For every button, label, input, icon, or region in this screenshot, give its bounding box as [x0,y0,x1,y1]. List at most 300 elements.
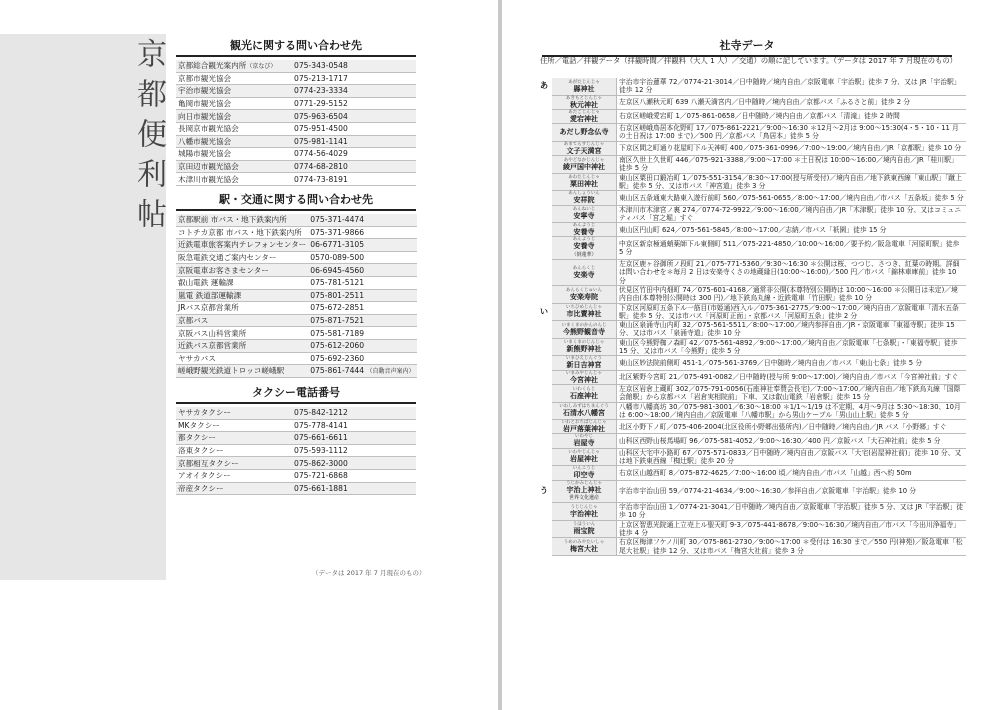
contact-phone-cell [292,469,416,482]
shrine-info: 下京区間之町通り花屋町下ル天神町 400／075-361-0996／7:00～19:00／境内自由／JR「京都駅」徒歩 10 分 [617,141,967,155]
shrine-ruby: あがたじんじゃ [568,79,600,85]
contact-phone: 075-781-5121 [310,278,365,288]
index-letter [536,338,552,356]
shrine-name: 宇治神社 [570,509,598,518]
vertical-title: 京都便利帖 [131,38,166,238]
index-letter [536,205,552,223]
contact-name: 近鉄電車旅客案内テレフォンセンター [178,240,307,250]
contact-phone: 075-871-7521 [310,316,365,326]
shrine-name: 安楽寺 [573,270,595,279]
table-row [176,173,416,186]
contact-phone-cell [292,482,416,495]
contact-phone: 0570-089-500 [310,253,365,263]
contact-name: MKタクシー [178,420,220,430]
shrine-info: 宇治市宇治山田 59／0774-21-4634／9:00～16:30／参拝自由／京阪電車「宇治駅」徒歩 10 分 [617,480,967,503]
shrine-name-cell [552,223,617,237]
contact-phone-cell [308,339,416,352]
table-row [176,214,417,226]
shrine-name: 石座神社 [570,391,598,400]
shrine-info: 宇治市宇治山田 1／0774-21-3041／日中随時／境内自由／京阪電車「宇治駅」徒歩 5 分、又は JR「宇治駅」徒歩 10 分 [617,503,967,521]
shrine-info: 右京区山越西町 8／075-872-4625／7:00～16:00 頃／境内自由／市バス「山越」西へ約 50m [617,466,967,480]
list-item [536,205,966,223]
shrine-name-cell [552,141,617,155]
list-item [536,124,966,142]
shrine-name: 安養寺 [573,228,595,237]
shrine-info: 下京区河原町五条下ル一筋目(市姫通)西入ル／075-361-2775／9:00～17:00／境内自由／京阪電車「清水五条駅」徒歩 5 分、又は市バス「河原町正面」・京都バス「河原町五条」徒歩 2 分 [617,303,967,321]
contact-phone: 075-593-1112 [294,446,348,456]
index-letter [536,434,552,448]
shrine-ruby: いわやじ [575,434,593,440]
index-letter [536,402,552,420]
index-letter [536,237,552,260]
shrine-ruby: あんようじ [572,223,596,229]
contact-name-cell [176,419,292,432]
shrine-ruby: うほういん [572,522,596,528]
contact-phone: 075-951-4500 [294,124,348,134]
contact-phone-cell [292,432,416,445]
list-item [536,520,966,538]
shrine-extra: （倒蓮華） [571,251,597,258]
contact-name: 宇治市観光協会 [178,86,232,96]
contact-name-cell [176,214,308,226]
contact-phone-cell [292,407,416,419]
contact-phone: 075-371-9866 [310,227,365,237]
shrine-name-cell [552,402,617,420]
taxi-section [176,384,416,495]
shrine-name-cell [552,520,617,538]
contact-name: ヤサカバス [178,353,216,363]
shrine-name: 雨宝院 [573,527,595,536]
contact-name-cell [176,60,292,72]
shrine-name-cell [552,285,617,303]
list-item [536,95,966,109]
contact-phone-cell [292,160,416,173]
contact-phone-cell [308,239,416,252]
table-row [176,60,416,72]
table-row [176,135,416,148]
right-page [502,0,1000,710]
contact-name-cell [176,135,292,148]
shrine-name: 今宮神社 [570,375,598,384]
contact-name-cell [176,72,292,85]
list-item [536,384,966,402]
contact-name: 嵯峨野観光鉄道トロッコ嵯峨駅 [178,366,285,376]
index-letter [536,538,552,556]
list-item [536,109,966,123]
contact-name: 京都市観光協会 [178,73,232,83]
contact-name: 近鉄バス京都営業所 [178,341,247,351]
shrine-info: 上京区智恵光院通上立売上ル聖天町 9-3／075-441-8678／9:00～16:30／境内自由／市バス「今出川浄福寺」徒歩 4 分 [617,520,967,538]
table-row [176,239,417,252]
shrine-name: あだし野念仏寺 [559,128,609,137]
table-row [176,314,417,327]
shrine-name-cell [552,303,617,321]
shrine-name: 石清水八幡宮 [563,409,605,418]
shrine-ruby: いまくまのかんのんじ [561,322,607,328]
shrine-info: 左京区八瀬秋元町 639 八瀬天満宮内／日中随時／境内自由／京都バス「ふるさと前」徒歩 2 分 [617,95,967,109]
table-row [176,276,417,289]
contact-name-cell [176,365,308,378]
index-letter [536,503,552,521]
shrine-ruby: あんらくじゅいん [566,287,602,293]
index-letter [536,109,552,123]
list-item [536,420,966,434]
shrine-name: 安楽寿院 [570,292,598,301]
table-row [176,419,416,432]
table-row [176,85,416,98]
taxi-title: タクシー電話番号 [176,384,416,404]
list-item [536,434,966,448]
list-item [536,78,966,95]
contact-name-cell [176,444,292,457]
shrine-info: 八幡市八幡高坊 30／075-981-3001／6:30～18:00 ＊1/1～1/19 は不定期、4月～9月は 5:30～18:30、10月は 6:00～18:00／境内自由／京阪電車「八幡市駅」から男山ケーブル「男山山上駅」徒歩 5 分 [617,402,967,420]
shrine-name: 粟田神社 [570,180,598,189]
tourism-table [176,60,416,186]
list-item [536,223,966,237]
contact-phone: 075-213-1717 [294,73,348,83]
shrine-info: 右京区嵯峨愛宕町 1／075-861-0658／日中随時／境内自由／京都バス「清滝」徒歩 2 時間 [617,109,967,123]
shrine-name-cell [552,370,617,384]
contact-phone: 075-661-6611 [294,433,348,443]
contact-name-cell [176,469,292,482]
contact-phone-cell [308,327,416,340]
contact-name-cell [176,85,292,98]
contact-name-cell [176,148,292,161]
contact-name-cell [176,97,292,110]
shrine-name: 印空寺 [573,471,595,480]
contact-phone: 075-343-0548 [294,61,348,71]
shrine-name-cell [552,191,617,205]
shrine-info: 山科区西野山桜馬場町 96／075-581-4052／9:00～16:30／400 円／京阪バス「大石神社前」徒歩 5 分 [617,434,967,448]
contact-name: ヤサカタクシー [178,408,232,418]
shrine-extra: 世界文化遺産 [568,494,599,501]
contact-name-cell [176,173,292,186]
shrine-info: 北区紫野今宮町 21／075-491-0082／日中随時(授与所 9:00～17:00)／境内自由／市バス「今宮神社前」すぐ [617,370,967,384]
shrine-name-cell [552,124,617,142]
shrine-name-cell [552,321,617,339]
contact-phone: 075-581-7189 [310,328,365,338]
index-letter [536,520,552,538]
index-letter: あ [540,81,548,91]
list-item [536,370,966,384]
list-item [536,338,966,356]
shrine-name-cell [552,237,617,260]
contact-phone-cell [308,214,416,226]
contact-phone: 075-672-2851 [310,303,365,313]
shrine-name: 縣神社 [573,84,595,93]
shrine-name: 安祥院 [573,196,595,205]
contact-phone: 075-842-1212 [294,408,348,418]
shrine-table [536,78,966,556]
contact-phone-cell [308,314,416,327]
shrine-info: 東山区妙法院前側町 451-1／075-561-3769／日中随時／境内自由／市バス「東山七条」徒歩 5 分 [617,356,967,370]
shrine-name: 岩屋神社 [570,455,598,464]
shrine-name-cell [552,538,617,556]
table-row [176,407,416,419]
contact-phone-cell [308,365,416,378]
list-item [536,191,966,205]
shrine-name-cell [552,173,617,191]
contact-name-cell [176,482,292,495]
contact-name-cell [176,226,308,239]
index-letter [536,173,552,191]
contact-name-cell [176,251,308,264]
shrine-ruby: うじじんじゃ [570,504,598,510]
shrine-data-subtitle: 住所／電話／拝観データ（拝観時間／拝観料（大人 1 人）／交通）の順に記しています。（データは 2017 年 7 月現在のもの） [540,56,957,65]
list-item [536,321,966,339]
shrine-ruby: あまてらすじんじゃ [563,141,605,147]
table-row [176,148,416,161]
shrine-ruby: あたごじんじゃ [568,109,600,115]
shrine-info: 中京区新京極通蛸薬師下ル東側町 511／075-221-4850／10:00～16:00／要予約／阪急電車「河原町駅」徒歩 5 分 [617,237,967,260]
index-letter [536,95,552,109]
contact-name-cell [176,339,308,352]
shrine-name-cell [552,156,617,174]
list-item [536,141,966,155]
contact-phone: 0771-29-5152 [294,99,348,109]
contact-name: 京都総合観光案内所 [178,61,247,71]
index-letter [536,448,552,466]
contact-name-cell [176,289,308,302]
shrine-name: 宇治上神社 [566,485,602,494]
list-item [536,237,966,260]
shrine-name: 安寧寺 [573,212,595,221]
table-row [176,122,416,135]
contact-phone-cell [292,85,416,98]
shrine-ruby: いわしみずはちまんぐう [559,404,609,410]
contact-phone-cell [308,264,416,277]
contact-name-cell [176,457,292,470]
table-row [176,457,416,470]
shrine-info: 右京区嵯峨鳥居本化野町 17／075-861-2221／9:00～16:30 ＊12月～2月は 9:00～15:30(4・5・10・11 月の土日祝は 17:00 まで)／500 円／京都バス「鳥居本」徒歩 5 分 [617,124,967,142]
contact-phone: 075-801-2511 [310,290,365,300]
shrine-info: 左京区鹿ヶ谷御所ノ段町 21／075-771-5360／9:30～16:30 ＊公開は桜、つつじ、さつき、紅葉の時期。詳細は問い合わせを＊毎月 2 日は安楽寺くさの地蔵縁日(10:00～16:00)／500 円／市バス「錦林車庫前」徒歩 10 分 [617,260,967,286]
contact-name: JRバス京都営業所 [178,303,239,313]
contact-name-cell [176,160,292,173]
index-letter [536,156,552,174]
shrine-ruby: あんらくじ [572,265,596,271]
shrine-ruby: あわたじんじゃ [568,175,600,181]
contact-phone-cell [292,173,416,186]
shrine-ruby: いんこうじ [572,466,596,472]
shrine-name-cell [552,260,617,286]
list-item [536,503,966,521]
shrine-ruby: いわくらじ [572,386,596,392]
contact-phone-cell [292,72,416,85]
shrine-name-cell [552,466,617,480]
list-item [536,448,966,466]
shrine-name: 愛宕神社 [570,114,598,123]
index-letter [536,124,552,142]
shrine-info: 宇治市宇治蓮華 72／0774-21-3014／日中随時／境内自由／京阪電車「宇治駅」徒歩 7 分、又は JR「宇治駅」徒歩 12 分 [617,78,967,95]
contact-name-cell [176,407,292,419]
table-row [176,432,416,445]
contact-name: 京都相互タクシー [178,458,239,468]
shrine-info: 東山区粟田口鍛冶町 1／075-551-3154／8:30～17:00(授与所受付)／境内自由／地下鉄東西線「東山駅」「蹴上駅」徒歩 5 分、又は市バス「神宮道」徒歩 3 分 [617,173,967,191]
shrine-name: 市比賣神社 [566,310,602,319]
list-item [536,285,966,303]
shrine-ruby: いまみやじんじゃ [566,370,602,376]
shrine-name: 綾戸国中神社 [563,162,605,171]
list-item [536,173,966,191]
index-letter [536,466,552,480]
contact-phone: 0774-68-2810 [294,162,348,172]
contact-phone-cell [308,302,416,315]
left-page [0,0,498,710]
contact-phone: 075-371-4474 [310,215,365,225]
index-letter: い [540,306,548,316]
shrine-info: 南区久世上久世町 446／075-921-3388／9:00～17:00 ＊土日祝は 10:00～16:00／境内自由／JR「桂川駅」徒歩 5 分 [617,156,967,174]
shrine-name-cell [552,338,617,356]
index-letter [536,384,552,402]
shrine-ruby: いわやじんじゃ [568,450,600,456]
contact-name-cell [176,110,292,123]
shrine-name: 岩戸落葉神社 [563,425,605,434]
shrine-name: 岩屋寺 [573,439,595,448]
table-row [176,339,417,352]
shrine-ruby: あんしょういん [568,191,600,197]
contact-phone-cell [292,135,416,148]
shrine-info: 東山区今熊野椥ノ森町 42／075-561-4892／9:00～17:00／境内自由／京阪電車「七条駅」・「東福寺駅」徒歩 15 分、又は市バス「今熊野」徒歩 5 分 [617,338,967,356]
contact-note: （京なび） [246,63,277,71]
contact-name: 叡山電鉄 運輸課 [178,278,234,288]
contact-phone: 06-6771-3105 [310,240,365,250]
shrine-name-cell [552,384,617,402]
shrine-ruby: あんねいじ [572,207,596,213]
table-row [176,365,417,378]
shrine-name-cell [552,434,617,448]
table-row [176,160,416,173]
shrine-name-cell [552,95,617,109]
shrine-name-cell [552,205,617,223]
index-letter [536,285,552,303]
contact-name: コトチカ京都 市バス・地下鉄案内所 [178,227,302,237]
contact-extra: （自動音声案内） [366,368,415,376]
shrine-name-cell [552,356,617,370]
shrine-ruby: うめのみやたいしゃ [563,540,605,545]
contact-name: 京都バス [178,316,209,326]
contact-phone: 0774-56-4029 [294,149,348,159]
index-letter [536,191,552,205]
contact-name-cell [176,302,308,315]
shrine-name: 文子天満宮 [566,146,602,155]
contact-name-cell [176,327,308,340]
shrine-data-title: 社寺データ [542,37,952,57]
contact-phone: 0774-23-3334 [294,86,348,96]
transit-title: 駅・交通に関する問い合わせ先 [176,191,416,211]
contact-phone: 06-6945-4560 [310,265,365,275]
contact-phone: 0774-73-8191 [294,174,348,184]
contact-phone-cell [308,226,416,239]
index-letter [536,370,552,384]
shrine-name-cell [552,448,617,466]
contact-phone-cell [292,419,416,432]
table-row [176,327,417,340]
contact-name: 京阪バス山科営業所 [178,328,247,338]
shrine-info: 東山区円山町 624／075-561-5845／8:00～17:00／志納／市バス「祇園」徒歩 15 分 [617,223,967,237]
shrine-ruby: いまくまのじんじゃ [563,340,605,346]
index-letter [536,356,552,370]
list-item [536,402,966,420]
index-letter [536,321,552,339]
contact-phone-cell [292,457,416,470]
contact-phone-cell [292,148,416,161]
shrine-ruby: あやどなかじんじゃ [563,157,605,163]
contact-name: 京田辺市観光協会 [178,162,239,172]
shrine-info: 山科区大宅中小路町 67／075-571-0833／日中随時／境内自由／京阪バス「大宅(岩屋神社前)」徒歩 10 分、又は地下鉄東西線「椥辻駅」徒歩 20 分 [617,448,967,466]
shrine-name: 秋元神社 [570,100,598,109]
list-item [536,480,966,503]
contact-name: 嵐電 鉄道部運輸課 [178,290,242,300]
index-letter: う [540,486,548,496]
shrine-name: 梅宮大社 [570,545,598,553]
shrine-ruby: うじかみじんじゃ [566,480,602,486]
list-item [536,260,966,286]
contact-phone-cell [292,110,416,123]
shrine-ruby: あきもとじんじゃ [566,95,602,101]
list-item [536,303,966,321]
left-footnote: （データは 2017 年 7 月現在のもの） [312,569,426,577]
contact-name: 城陽市観光協会 [178,149,232,159]
shrine-ruby: あんようじ [572,237,596,243]
shrine-info: 左京区岩倉上蔵町 302／075-791-0056(石座神社奉賛会長宅)／7:00～17:00／境内自由／地下鉄烏丸線「国際会館駅」から京都バス「岩倉実相院前」下車、又は叡山電鉄「岩倉駅」徒歩 15 分 [617,384,967,402]
table-row [176,72,416,85]
table-row [176,469,416,482]
shrine-name-cell [552,480,617,503]
transit-section [176,191,416,378]
contact-phone: 075-963-6504 [294,111,348,121]
shrine-name: 安養寺 [573,242,595,251]
contact-phone-cell [292,444,416,457]
table-row [176,251,417,264]
index-letter [536,141,552,155]
contact-phone: 075-862-3000 [294,458,348,468]
contact-phone: 075-778-4141 [294,420,348,430]
contact-name: 長岡京市観光協会 [178,124,239,134]
shrine-name-cell [552,109,617,123]
shrine-info: 右京区梅津フケノ川町 30／075-861-2730／9:00～17:00 ＊受付は 16:30 まで／550 円(神苑)／阪急電車「松尾大社駅」徒歩 12 分、又は市バス「梅宮大社前」徒歩 3 分 [617,538,967,556]
shrine-name: 新日吉神宮 [566,361,602,370]
table-row [176,110,416,123]
contact-name-cell [176,239,308,252]
contact-name: 洛東タクシー [178,446,224,456]
shrine-info: 北区小野下ノ町／075-406-2004(北区役所小野郷出張所内)／日中随時／境内自由／JR バス「小野郷」すぐ [617,420,967,434]
shrine-info: 伏見区竹田中内畑町 74／075-601-4168／通常非公開(本尊特別公開時は 10:00～16:00 ＊公開日は未定)／境内自由(本尊特別公開時は 300 円)／地下鉄烏丸線・近鉄電車「竹田駅」徒歩 10 分 [617,285,967,303]
list-item [536,356,966,370]
contact-phone-cell [308,276,416,289]
contact-name: アオイタクシー [178,471,231,481]
table-row [176,264,417,277]
table-row [176,289,417,302]
shrine-ruby: いまひえじんぐう [566,356,602,362]
contact-phone-cell [292,122,416,135]
list-item [536,156,966,174]
contact-phone-cell [308,289,416,302]
table-row [176,97,416,110]
contact-name: 阪急電鉄交通ご案内センター [178,253,277,263]
contact-name: 京都駅前 市バス・地下鉄案内所 [178,215,287,225]
table-row [176,352,417,365]
tourism-title: 観光に関する問い合わせ先 [176,37,416,57]
shrine-ruby: いわとおちばじんじゃ [561,420,607,426]
shrine-name-cell [552,503,617,521]
contact-name: 木津川市観光協会 [178,174,239,184]
contact-phone: 075-721-6868 [294,471,348,481]
shrine-info: 東山区五条通東大路東入遊行前町 560／075-561-0655／8:00～17:00／境内自由／市バス「五条坂」徒歩 5 分 [617,191,967,205]
contact-phone: 075-692-2360 [310,353,365,363]
taxi-table [176,407,416,495]
table-row [176,444,416,457]
